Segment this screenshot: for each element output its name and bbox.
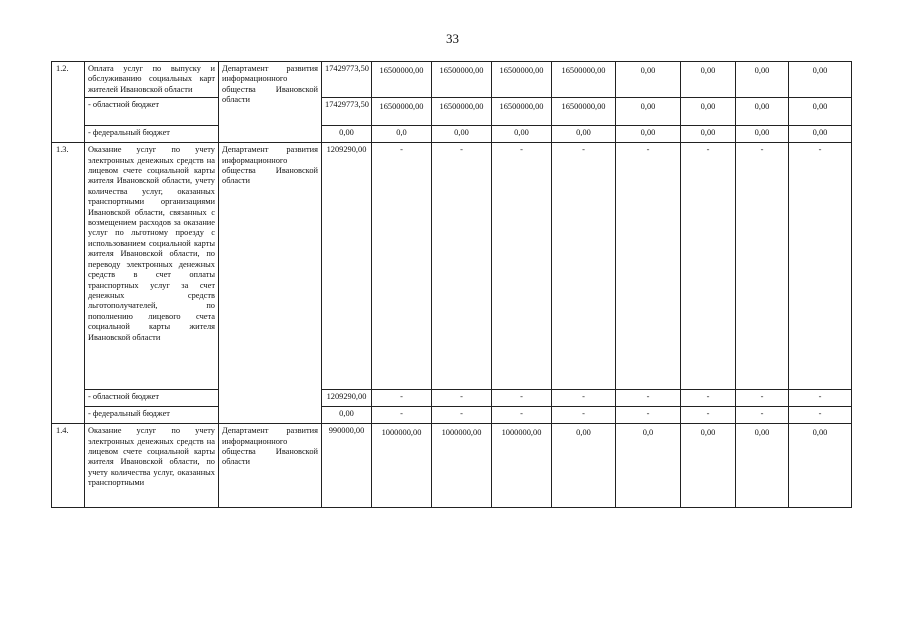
- table-cell: 16500000,00: [492, 62, 552, 98]
- table-cell: -: [432, 390, 492, 407]
- table-cell: -: [492, 390, 552, 407]
- table-cell: 0,00: [736, 62, 789, 98]
- table-row: [52, 126, 852, 143]
- table-cell: 16500000,00: [372, 98, 432, 126]
- budget-label: - федеральный бюджет: [85, 407, 219, 424]
- table-cell: 16500000,00: [432, 62, 492, 98]
- table-cell: -: [552, 143, 616, 390]
- table-cell: 0,00: [552, 126, 616, 143]
- table-cell: 1209290,00: [322, 390, 372, 407]
- table-cell: 990000,00: [322, 424, 372, 508]
- row-description: Оказание услуг по учету электронных денежных средств на лицевом счете социальной карты жителя Ивановской области, учету количества услуг, оказанных транспортными организациями Ивановской области, связанных с возмещением расходов за оказание услуг по льготному проезду с использованием социальной карты жителя Ивановской области, по переводу электронных денежных средств в счет оплаты транспортных услуг за счет денежных средств льготополучателей, по пополнению лицевого счета социальной карты жителя Ивановской области: [85, 143, 219, 390]
- table-cell: -: [789, 390, 852, 407]
- table-cell: 0,00: [552, 424, 616, 508]
- table-cell: -: [789, 407, 852, 424]
- table-cell: 0,00: [432, 126, 492, 143]
- table-cell: 0,00: [789, 126, 852, 143]
- table-cell: -: [681, 407, 736, 424]
- table-cell: 0,00: [616, 62, 681, 98]
- table-cell: 1000000,00: [432, 424, 492, 508]
- table-cell: 0,00: [322, 407, 372, 424]
- table-row: [52, 98, 852, 126]
- table-cell: -: [372, 407, 432, 424]
- table-cell: 0,0: [372, 126, 432, 143]
- budget-label: - федеральный бюджет: [85, 126, 219, 143]
- table-cell: 0,00: [616, 126, 681, 143]
- table-cell: -: [492, 407, 552, 424]
- table-cell: 0,00: [736, 126, 789, 143]
- table-row: [52, 424, 852, 508]
- table-cell: -: [552, 407, 616, 424]
- table-cell: 0,00: [681, 62, 736, 98]
- row-executor: Департамент развития информационного общества Ивановской области: [219, 143, 322, 424]
- budget-label: - областной бюджет: [85, 98, 219, 126]
- table-cell: 1209290,00: [322, 143, 372, 390]
- row-description: Оказание услуг по учету электронных денежных средств на лицевом счете социальной карты жителя Ивановской области, по учету количества услуг, оказанных транспортными: [85, 424, 219, 508]
- table-cell: -: [681, 390, 736, 407]
- table-cell: 0,00: [789, 424, 852, 508]
- row-executor: Департамент развития информационного общества Ивановской области: [219, 424, 322, 508]
- table-cell: 16500000,00: [492, 98, 552, 126]
- table-cell: 16500000,00: [552, 62, 616, 98]
- table-cell: 0,00: [492, 126, 552, 143]
- table-cell: -: [616, 390, 681, 407]
- table-cell: 0,00: [789, 62, 852, 98]
- budget-table: [51, 61, 852, 508]
- table-cell: -: [736, 143, 789, 390]
- table-row: [52, 62, 852, 98]
- table-row: [52, 407, 852, 424]
- table-cell: 16500000,00: [372, 62, 432, 98]
- table-cell: -: [492, 143, 552, 390]
- table-cell: -: [789, 143, 852, 390]
- row-number: 1.3.: [52, 143, 85, 424]
- table-cell: 17429773,50: [322, 98, 372, 126]
- table-cell: -: [681, 143, 736, 390]
- table-cell: 16500000,00: [552, 98, 616, 126]
- table-cell: 0,00: [681, 126, 736, 143]
- table-cell: 0,00: [736, 424, 789, 508]
- table-cell: -: [616, 143, 681, 390]
- table-cell: -: [432, 407, 492, 424]
- table-cell: 0,00: [736, 98, 789, 126]
- table-cell: -: [552, 390, 616, 407]
- row-number: 1.2.: [52, 62, 85, 143]
- table-cell: 16500000,00: [432, 98, 492, 126]
- table-cell: -: [736, 390, 789, 407]
- table-cell: 0,00: [616, 98, 681, 126]
- table-cell: -: [736, 407, 789, 424]
- table-cell: 0,0: [616, 424, 681, 508]
- table-cell: -: [616, 407, 681, 424]
- table-cell: 0,00: [681, 98, 736, 126]
- row-number: 1.4.: [52, 424, 85, 508]
- budget-label: - областной бюджет: [85, 390, 219, 407]
- row-description: Оплата услуг по выпуску и обслуживанию социальных карт жителей Ивановской области: [85, 62, 219, 98]
- table-cell: 1000000,00: [372, 424, 432, 508]
- table-row: [52, 143, 852, 390]
- table-row: [52, 390, 852, 407]
- table-cell: 0,00: [322, 126, 372, 143]
- page-number: 33: [446, 31, 459, 46]
- table-cell: 17429773,50: [322, 62, 372, 98]
- table-cell: 1000000,00: [492, 424, 552, 508]
- table-cell: 0,00: [789, 98, 852, 126]
- table-cell: -: [372, 143, 432, 390]
- row-executor: Департамент развития информационного общества Ивановской области: [219, 62, 322, 143]
- table-cell: 0,00: [681, 424, 736, 508]
- table-cell: -: [372, 390, 432, 407]
- table-cell: -: [432, 143, 492, 390]
